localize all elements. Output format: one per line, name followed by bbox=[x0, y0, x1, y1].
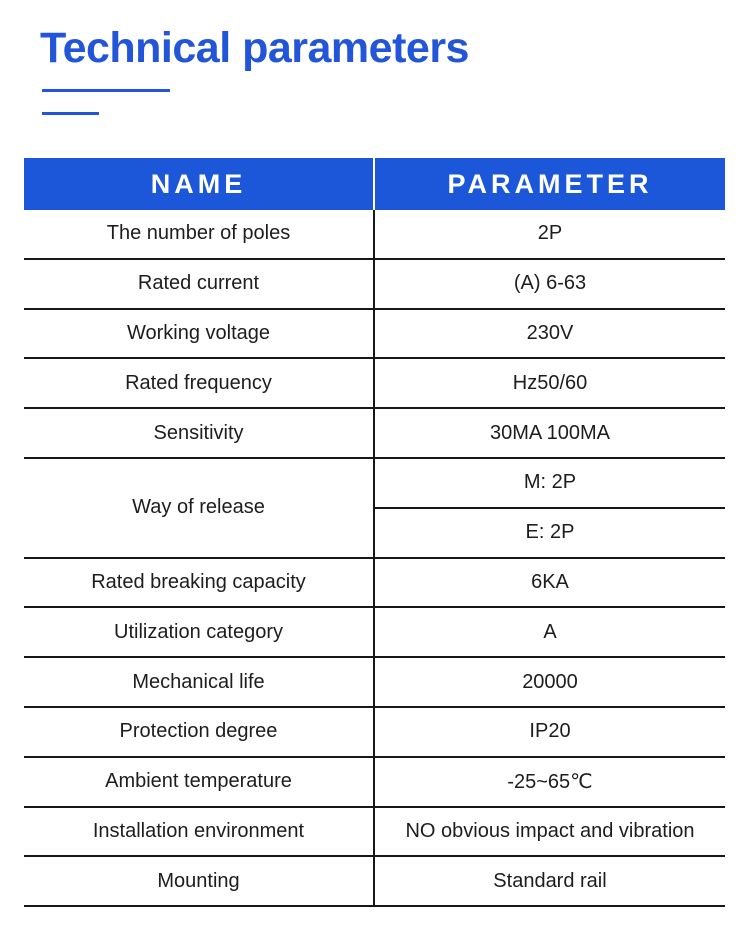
table-cell-name: Working voltage bbox=[24, 309, 374, 359]
parameters-table-container bbox=[24, 158, 725, 907]
table-cell-name: Sensitivity bbox=[24, 408, 374, 458]
column-header-name: NAME bbox=[24, 158, 374, 210]
table-row bbox=[24, 607, 725, 657]
table-cell-parameter: 2P bbox=[374, 210, 725, 259]
table-cell-name: Installation environment bbox=[24, 807, 374, 857]
table-cell-parameter: 20000 bbox=[374, 657, 725, 707]
table-cell-name: Utilization category bbox=[24, 607, 374, 657]
title-underline-secondary bbox=[42, 112, 99, 115]
table-row bbox=[24, 358, 725, 408]
title-underline-primary bbox=[42, 89, 170, 92]
table-cell-parameter: 30MA 100MA bbox=[374, 408, 725, 458]
table-cell-parameter: (A) 6-63 bbox=[374, 259, 725, 309]
table-row bbox=[24, 856, 725, 906]
table-cell-name: Ambient temperature bbox=[24, 757, 374, 807]
table-cell-parameter: IP20 bbox=[374, 707, 725, 757]
table-cell-name: Rated frequency bbox=[24, 358, 374, 408]
table-cell-name: Mounting bbox=[24, 856, 374, 906]
column-header-parameter: PARAMETER bbox=[374, 158, 725, 210]
table-cell-name: Protection degree bbox=[24, 707, 374, 757]
page-title: Technical parameters bbox=[40, 24, 469, 72]
table-cell-parameter: Hz50/60 bbox=[374, 358, 725, 408]
table-row bbox=[24, 757, 725, 807]
table-row bbox=[24, 210, 725, 259]
table-row bbox=[24, 657, 725, 707]
table-cell-parameter: 230V bbox=[374, 309, 725, 359]
table-row bbox=[24, 309, 725, 359]
table-row bbox=[24, 807, 725, 857]
table-cell-parameter: Standard rail bbox=[374, 856, 725, 906]
table-cell-parameter: -25~65℃ bbox=[374, 757, 725, 807]
table-header-row bbox=[24, 158, 725, 210]
table-row bbox=[24, 707, 725, 757]
parameters-table bbox=[24, 158, 725, 907]
table-row bbox=[24, 408, 725, 458]
table-row bbox=[24, 458, 725, 508]
table-row bbox=[24, 558, 725, 608]
table-cell-name: Mechanical life bbox=[24, 657, 374, 707]
table-cell-name: Rated breaking capacity bbox=[24, 558, 374, 608]
table-cell-parameter: 6KA bbox=[374, 558, 725, 608]
table-cell-parameter: NO obvious impact and vibration bbox=[374, 807, 725, 857]
table-cell-parameter: M: 2P bbox=[374, 458, 725, 508]
table-cell-name: Rated current bbox=[24, 259, 374, 309]
table-row bbox=[24, 259, 725, 309]
table-cell-parameter: A bbox=[374, 607, 725, 657]
table-cell-name: Way of release bbox=[24, 458, 374, 558]
table-cell-parameter: E: 2P bbox=[374, 508, 725, 558]
table-cell-name: The number of poles bbox=[24, 210, 374, 259]
